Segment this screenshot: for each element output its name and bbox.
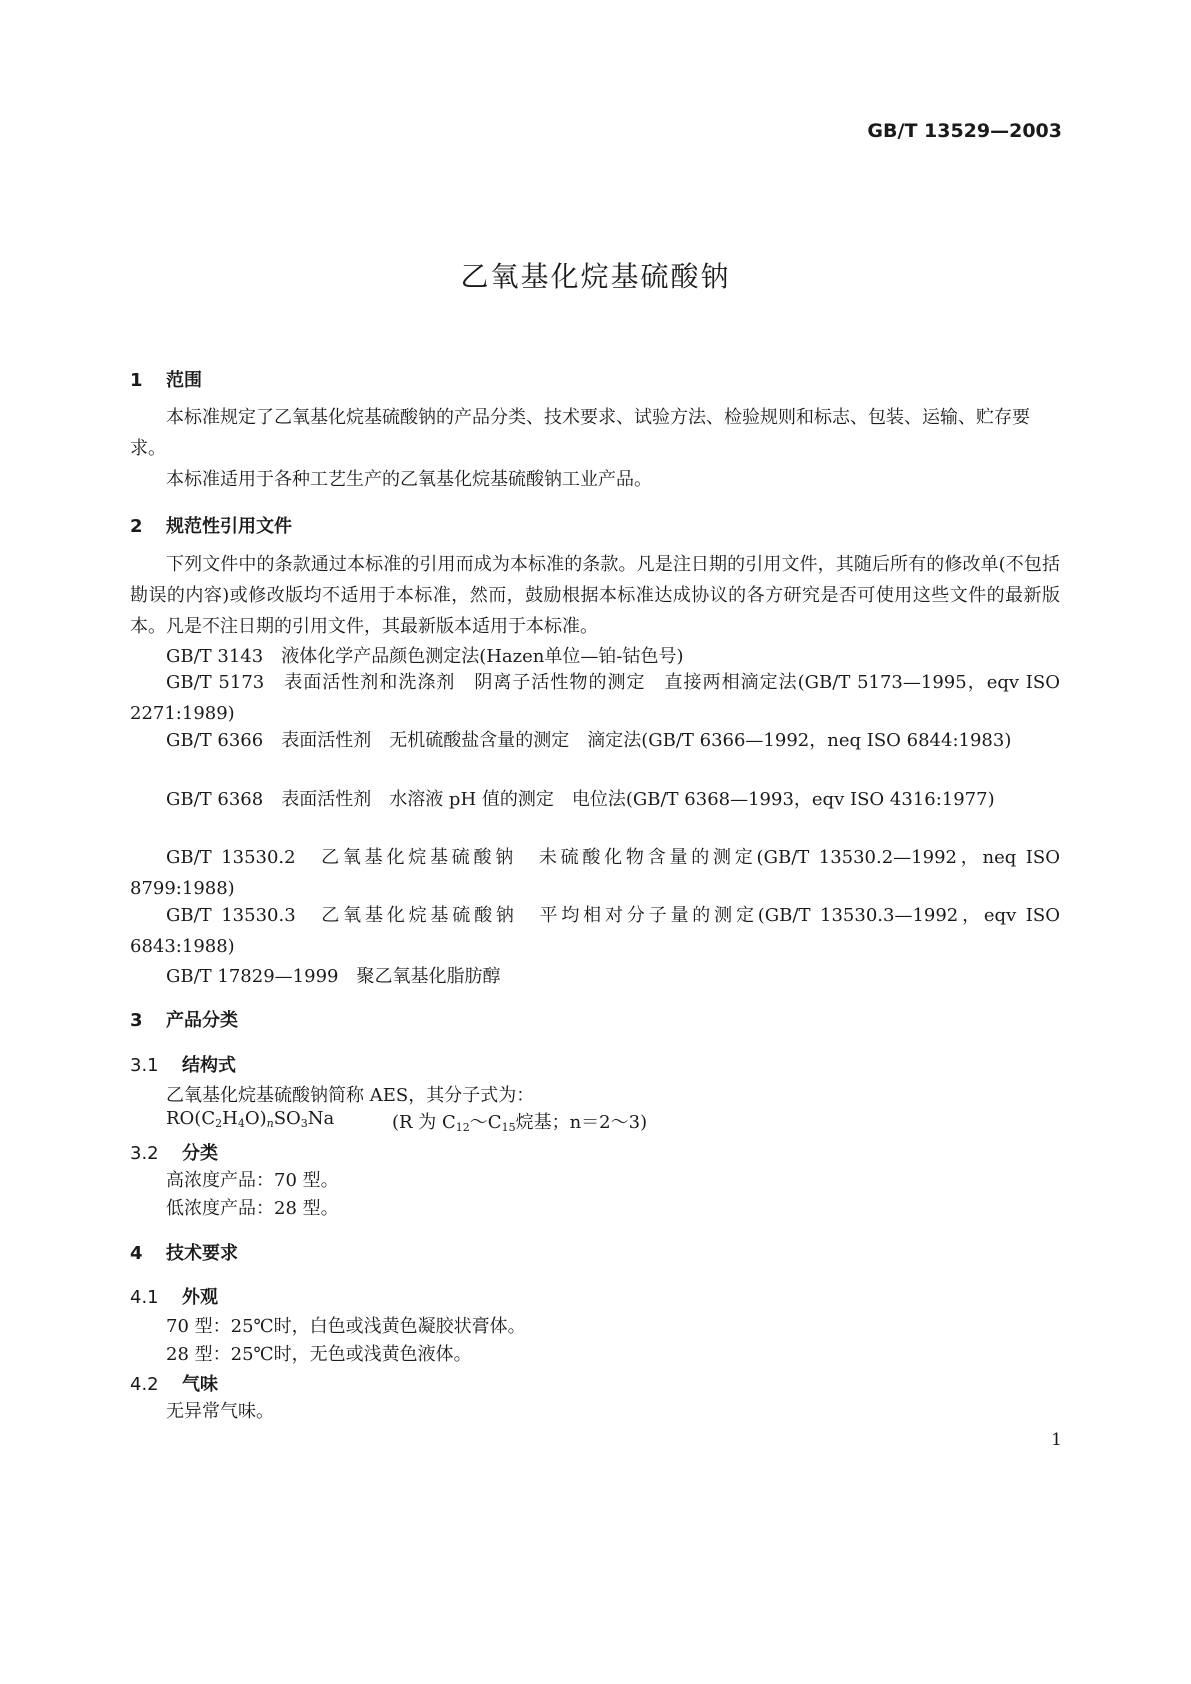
subsection-title: 外观 xyxy=(182,1287,218,1308)
subsection-number: 4.1 xyxy=(130,1287,159,1308)
subsection-number: 3.1 xyxy=(130,1055,159,1076)
subsection-title: 结构式 xyxy=(182,1055,236,1076)
reference-item: GB/T 5173 表面活性剂和洗涤剂 阴离子活性物的测定 直接两相滴定法(GB/T 5173—1995，eqv ISO 2271:1989) xyxy=(130,672,1060,724)
subsection-number: 3.2 xyxy=(130,1143,159,1164)
paragraph: 本标准适用于各种工艺生产的乙氧基化烷基硫酸钠工业产品。 xyxy=(166,469,652,490)
list-item: 低浓度产品：28 型。 xyxy=(166,1198,339,1219)
formula-note: (R 为 $C_{12}\sim C_{15}$烷基；n＝2～3) xyxy=(392,1112,648,1134)
subsection-3-2-heading xyxy=(130,1139,218,1165)
subsection-title: 气味 xyxy=(182,1374,218,1395)
subsection-4-2-heading xyxy=(130,1370,218,1396)
paragraph: 本标准规定了乙氧基化烷基硫酸钠的产品分类、技术要求、试验方法、检验规则和标志、包装、运输、贮存要求。 xyxy=(130,407,1030,459)
section-number: 2 xyxy=(130,516,143,537)
list-item: 28 型：25℃时，无色或浅黄色液体。 xyxy=(166,1344,472,1365)
subsection-4-1-heading xyxy=(130,1283,218,1309)
reference-item: GB/T 13530.2 乙氧基化烷基硫酸钠 未硫酸化物含量的测定(GB/T 13530.2—1992，neq ISO 8799:1988) xyxy=(130,847,1060,899)
section-3-heading xyxy=(130,1006,238,1032)
section-2-heading xyxy=(130,512,292,538)
list-item: 高浓度产品：70 型。 xyxy=(166,1170,339,1191)
document-title: 乙氧基化烷基硫酸钠 xyxy=(460,260,731,293)
page-number: 1 xyxy=(1051,1430,1062,1450)
reference-item: GB/T 13530.3 乙氧基化烷基硫酸钠 平均相对分子量的测定(GB/T 13530.3—1992，eqv ISO 6843:1988) xyxy=(130,905,1060,957)
reference-item: GB/T 3143 液体化学产品颜色测定法(Hazen单位—铂-钴色号) xyxy=(166,646,684,667)
subsection-title: 分类 xyxy=(182,1143,218,1164)
paragraph: 无异常气味。 xyxy=(166,1401,274,1422)
molecular-formula: $RO(C_2H_4O)_nSO_3Na$ xyxy=(166,1108,335,1130)
section-title: 范围 xyxy=(166,370,202,391)
subsection-3-1-heading xyxy=(130,1051,236,1077)
paragraph: 乙氧基化烷基硫酸钠简称 AES，其分子式为： xyxy=(166,1085,535,1106)
reference-item: GB/T 6368 表面活性剂 水溶液 pH 值的测定 电位法(GB/T 6368—1993，eqv ISO 4316:1977) xyxy=(166,789,995,810)
subsection-number: 4.2 xyxy=(130,1374,159,1395)
section-number: 3 xyxy=(130,1010,143,1031)
standard-number: GB/T 13529—2003 xyxy=(867,120,1062,142)
section-title: 技术要求 xyxy=(166,1243,238,1264)
paragraph: 下列文件中的条款通过本标准的引用而成为本标准的条款。凡是注日期的引用文件，其随后所有的修改单(不包括勘误的内容)或修改版均不适用于本标准，然而，鼓励根据本标准达成协议的各方研究是否可使用这些文件的最新版本。凡是不注日期的引用文件，其最新版本适用于本标准。 xyxy=(130,554,1060,637)
section-title: 产品分类 xyxy=(166,1010,238,1031)
reference-item: GB/T 6366 表面活性剂 无机硫酸盐含量的测定 滴定法(GB/T 6366—1992，neq ISO 6844:1983) xyxy=(166,730,1012,751)
list-item: 70 型：25℃时，白色或浅黄色凝胶状膏体。 xyxy=(166,1316,526,1337)
section-1-heading xyxy=(130,366,202,392)
section-number: 4 xyxy=(130,1243,143,1264)
section-4-heading xyxy=(130,1239,238,1265)
section-title: 规范性引用文件 xyxy=(166,516,292,537)
reference-item: GB/T 17829—1999 聚乙氧基化脂肪醇 xyxy=(166,966,501,987)
section-number: 1 xyxy=(130,370,143,391)
